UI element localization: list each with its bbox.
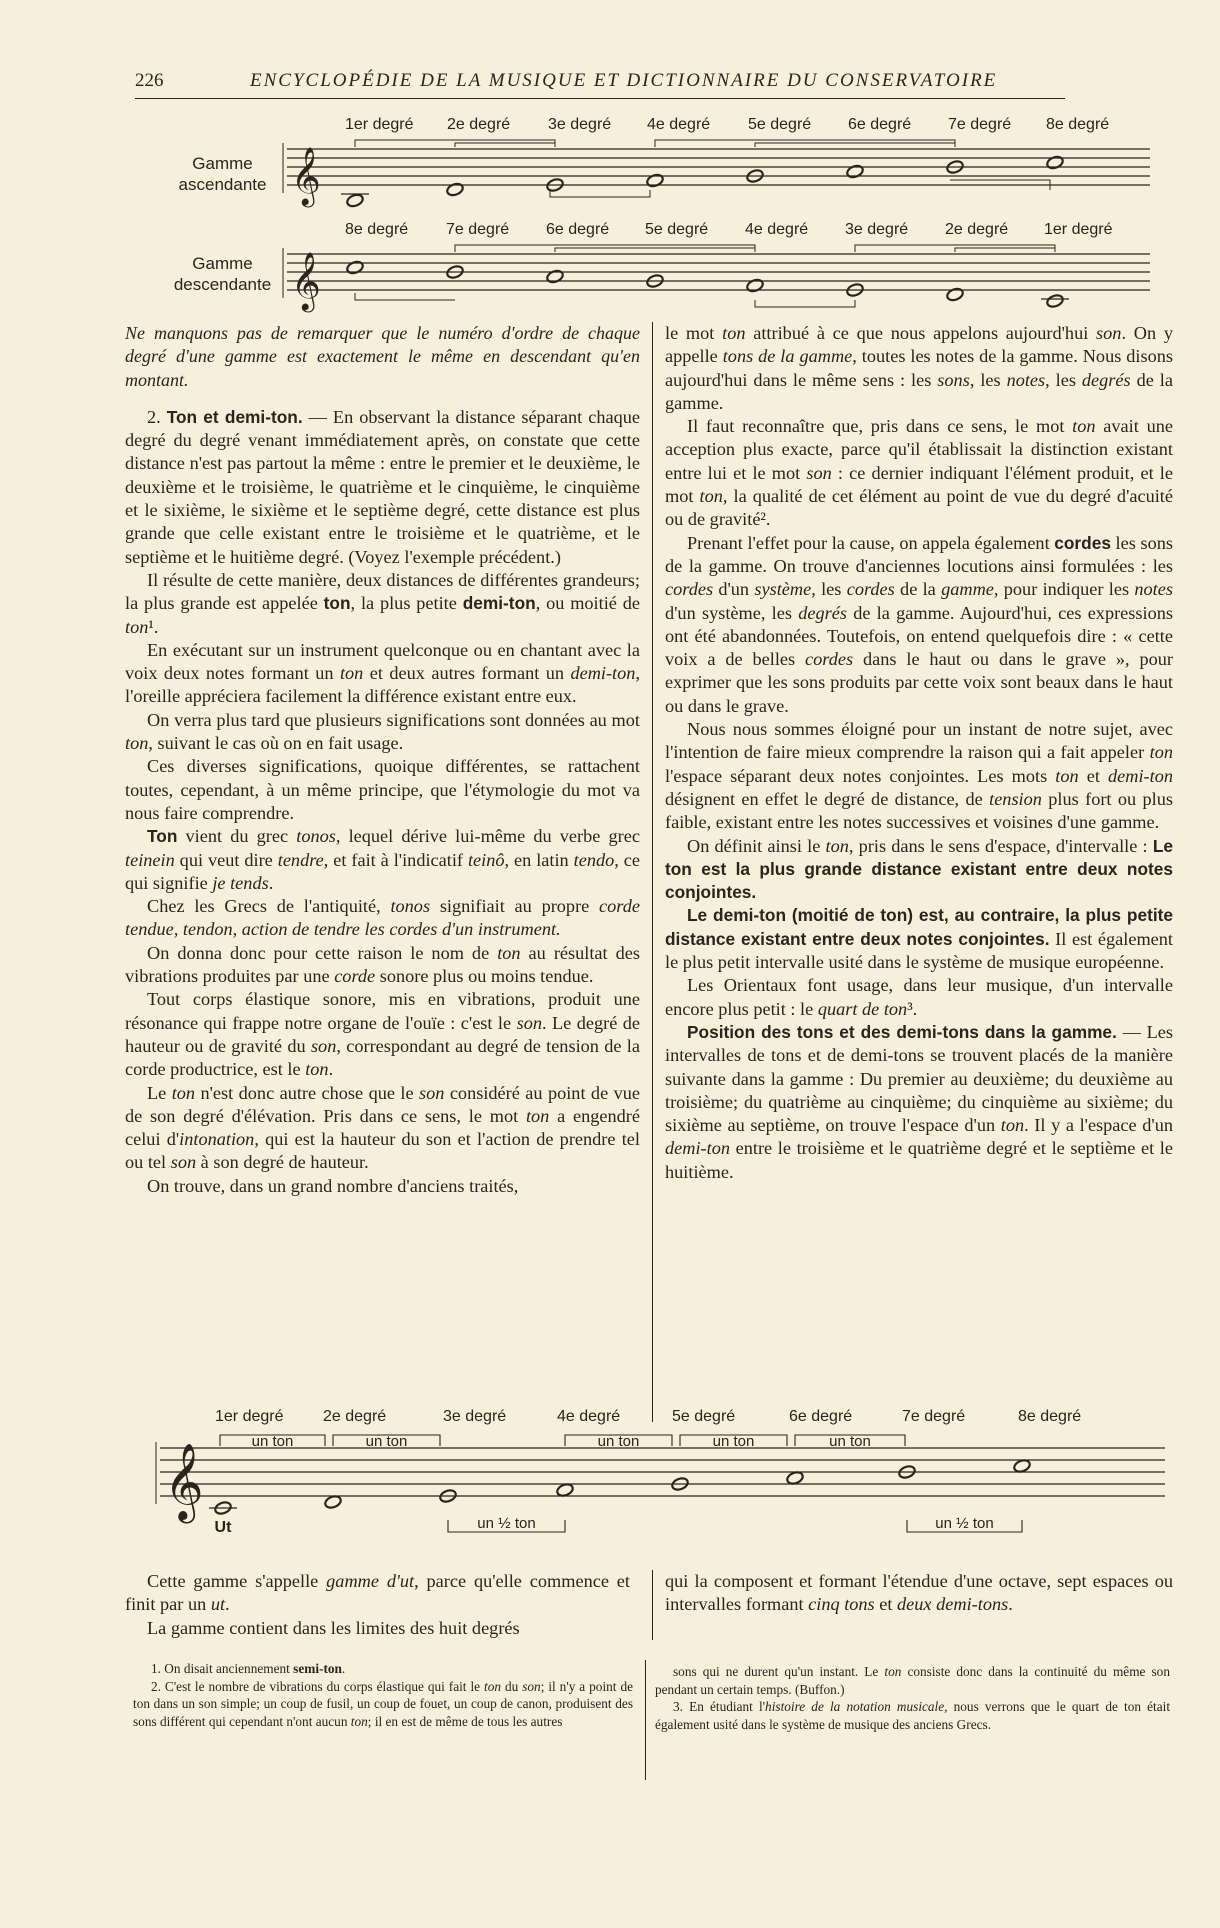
treble-clef-icon: 𝄞 bbox=[164, 1442, 204, 1520]
example3-degree-label: 2e degré bbox=[323, 1408, 387, 1425]
example2-degree-label: 3e degré bbox=[845, 221, 909, 238]
right-column-paragraph: On définit ainsi le ton, pris dans le sens d'espace, d'intervalle : Le ton est la plus grande distance existant entre deux notes conjointes. bbox=[665, 835, 1173, 903]
bottom-left-paragraph: Cette gamme s'appelle gamme d'ut, parce qu'elle commence et finit par un ut. bbox=[125, 1571, 630, 1615]
right-column-paragraph: Position des tons et des demi-tons dans la gamme. — Les intervalles de tons et de demi-tons se trouvent placés de la manière suivante dans la gamme : Du premier au deuxième; du deuxième au troisième; du quatrième au cinquième; du cinquième au sixième; du sixième au septième, on trouve l'espace d'un ton. Il y a l'espace d'un demi-ton entre le troisième et le quatrième degré et le septième et le huitième. bbox=[665, 1021, 1173, 1182]
example1-degree-label: 4e degré bbox=[647, 116, 711, 133]
right-column-paragraph: le mot ton attribué à ce que nous appelons aujourd'hui son. On y appelle tons de la gamme, toutes les notes de la gamme. Nous disons aujourd'hui dans le même sens : les sons, les notes, les degrés de la gamme. bbox=[665, 323, 1173, 413]
ton-label: un ton bbox=[712, 1433, 755, 1450]
example3-degree-label: 7e degré bbox=[902, 1408, 966, 1425]
ton-label: un ton bbox=[251, 1433, 294, 1450]
footnote-paragraph: 1. On disait anciennement semi-ton. bbox=[151, 1661, 346, 1676]
example1-label-line1: Gamme bbox=[192, 154, 253, 173]
left-column-paragraph: On donna donc pour cette raison le nom de ton au résultat des vibrations produites par une corde sonore plus ou moins tendue. bbox=[125, 942, 640, 987]
example2-degree-label: 6e degré bbox=[546, 221, 610, 238]
treble-clef-icon: 𝄞 bbox=[291, 146, 321, 205]
bottom-right-text bbox=[665, 1570, 1173, 1617]
left-column-paragraph: On trouve, dans un grand nombre d'anciens traités, bbox=[147, 1175, 519, 1196]
left-column-paragraph: Le ton n'est donc autre chose que le son considéré au point de vue de son degré d'élévation. Pris dans ce sens, le mot ton a engendré celui d'intonation, qui est la hauteur du son et l'action de prendre tel ou tel son à son degré de hauteur. bbox=[125, 1082, 640, 1173]
footnotes-right bbox=[655, 1663, 1170, 1733]
example2-label-line1: Gamme bbox=[192, 254, 253, 273]
bottom-right-paragraph: qui la composent et formant l'étendue d'une octave, sept espaces ou intervalles formant cinq tons et deux demi-tons. bbox=[665, 1571, 1173, 1615]
left-column-paragraph: Ton vient du grec tonos, lequel dérive lui-même du verbe grec teinein qui veut dire tendre, et fait à l'indicatif teinô, en latin tendo, ce qui signifie je tends. bbox=[125, 826, 640, 893]
left-column-paragraph: On verra plus tard que plusieurs significations sont données au mot ton, suivant le cas où on en fait usage. bbox=[125, 709, 640, 754]
example1-degree-label: 3e degré bbox=[548, 116, 612, 133]
left-column-paragraph: Chez les Grecs de l'antiquité, tonos signifiait au propre corde tendue, tendon, action de tendre les cordes d'un instrument. bbox=[125, 896, 640, 940]
note-head bbox=[1013, 1458, 1032, 1473]
left-column-paragraph: Tout corps élastique sonore, mis en vibrations, produit une résonance qui frappe notre organe de l'ouïe : c'est le son. Le degré de hauteur ou de gravité du son, correspondant au degré de tension de la corde productrice, est le ton. bbox=[125, 989, 641, 1080]
footnote-paragraph: 3. En étudiant l'histoire de la notation musicale, nous verrons que le quart de ton était également usité dans le système de musique des anciens Grecs. bbox=[655, 1699, 1171, 1732]
demi-ton-label: un ½ ton bbox=[935, 1515, 994, 1532]
example2-degree-label: 5e degré bbox=[645, 221, 709, 238]
example3-degree-label: 6e degré bbox=[789, 1408, 853, 1425]
left-column-paragraph: 2. Ton et demi-ton. — En observant la distance séparant chaque degré du degré venant immédiatement après, on constate que cette distance n'est pas partout la même : entre le premier et le deuxième, le deuxième et le troisième, le quatrième et le cinquième, le cinquième et le sixième, le sixième et le septième degré, cette distance est plus grande que celle existant entre le troisième et le quatrième, et le septième et le huitième degré. (Voyez l'exemple précédent.) bbox=[125, 406, 640, 567]
bottom-left-paragraph: La gamme contient dans les limites des huit degrés bbox=[147, 1617, 520, 1638]
demi-ton-label: un ½ ton bbox=[477, 1515, 536, 1532]
right-column-paragraph: Prenant l'effet pour la cause, on appela également cordes les sons de la gamme. On trouve d'anciennes locutions ainsi formulées : les cordes d'un système, les cordes de la gamme, pour indiquer les notes d'un système, les degrés de la gamme. Aujourd'hui, ces expressions ont été abandonnées. Toutefois, on entend quelquefois dire : « cette voix a de belles cordes dans le haut ou dans le grave », pour exprimer que les sons produits par cette voix sont beaux dans le haut ou dans le grave. bbox=[665, 532, 1173, 716]
bottom-divider bbox=[652, 1570, 653, 1640]
treble-clef-icon: 𝄞 bbox=[291, 251, 321, 310]
example2-label-line2: descendante bbox=[173, 275, 272, 294]
example1-label-line2: ascendante bbox=[178, 175, 267, 194]
example1-degree-label: 8e degré bbox=[1046, 116, 1110, 133]
example3-degree-label: 5e degré bbox=[672, 1408, 736, 1425]
note-head bbox=[786, 1470, 805, 1485]
example1-degree-label: 6e degré bbox=[848, 116, 912, 133]
example1-degree-label: 5e degré bbox=[748, 116, 812, 133]
footnote-divider bbox=[645, 1660, 646, 1780]
note-head bbox=[324, 1494, 343, 1509]
right-column-paragraph: Il faut reconnaître que, pris dans ce sens, le mot ton avait une acception plus exacte, parce qu'il établissait la distinction existant entre lui et le mot son : ce dernier indiquant l'élément produit, et le mot ton, la qualité de cet élément au point de vue du degré d'acuité ou de gravité². bbox=[665, 416, 1174, 530]
page-number: 226 bbox=[135, 70, 164, 91]
right-column-paragraph: Les Orientaux font usage, dans leur musique, d'un intervalle encore plus petit : le quart de ton³. bbox=[665, 975, 1173, 1019]
example1-degree-label: 7e degré bbox=[948, 116, 1012, 133]
left-column-paragraph: Ces diverses significations, quoique différentes, se rattachent toutes, cependant, à un même principe, que l'étymologie du mot va nous faire comprendre. bbox=[125, 756, 640, 823]
example3-degree-label: 3e degré bbox=[443, 1408, 507, 1425]
footnote-paragraph: 2. C'est le nombre de vibrations du corps élastique qui fait le ton du son; il n'y a point de ton dans un son simple; un coup de fusil, un coup de fouet, un coup de canon, produisent des sons différent qui cependant n'ont aucun ton; il en est de même de tous les autres bbox=[133, 1678, 633, 1729]
ut-label: Ut bbox=[214, 1519, 232, 1536]
note-head bbox=[556, 1482, 575, 1497]
example2-degree-label: 2e degré bbox=[945, 221, 1009, 238]
example2-degree-label: 7e degré bbox=[446, 221, 510, 238]
example3-degree-label: 8e degré bbox=[1018, 1408, 1082, 1425]
ton-label: un ton bbox=[597, 1433, 640, 1450]
right-column-paragraph: Nous nous sommes éloigné pour un instant de notre sujet, avec l'intention de faire mieux comprendre la raison qui a fait appeler ton l'espace séparant deux notes conjointes. Les mots ton et demi-ton désignent en effet le degré de distance, de tension plus fort ou plus faible, existant entre les notes successives et voisines d'une gamme. bbox=[665, 719, 1173, 833]
example2-degree-label: 4e degré bbox=[745, 221, 809, 238]
footnote-paragraph: sons qui ne durent qu'un instant. Le ton consiste donc dans la continuité du même son pendant un certain temps. (Buffon.) bbox=[655, 1664, 1170, 1697]
left-column-paragraph: Il résulte de cette manière, deux distances de différentes grandeurs; la plus grande est appelée ton, la plus petite demi-ton, ou moitié de ton¹. bbox=[125, 569, 640, 637]
footnotes-left bbox=[133, 1660, 633, 1730]
example2-degree-label: 8e degré bbox=[345, 221, 409, 238]
running-title: ENCYCLOPÉDIE DE LA MUSIQUE ET DICTIONNAIRE DU CONSERVATOIRE bbox=[250, 70, 998, 91]
ton-label: un ton bbox=[365, 1433, 408, 1450]
left-column-paragraph: En exécutant sur un instrument quelconque ou en chantant avec la voix deux notes formant un ton et deux autres formant un demi-ton, l'oreille appréciera facilement la différence existant entre eux. bbox=[125, 639, 640, 707]
example3-degree-label: 1er degré bbox=[215, 1408, 284, 1425]
example2-degree-label: 1er degré bbox=[1044, 221, 1113, 238]
example3-degree-label: 4e degré bbox=[557, 1408, 621, 1425]
right-column-paragraph: Le demi-ton (moitié de ton) est, au contraire, la plus petite distance existant entre deux notes conjointes. Il est également le plus petit intervalle usité dans le système de musique européenne. bbox=[665, 905, 1173, 973]
ton-label: un ton bbox=[829, 1433, 871, 1450]
left-column-paragraph: Ne manquons pas de remarquer que le numéro d'ordre de chaque degré d'une gamme est exactement le même en descendant qu'en montant. bbox=[125, 323, 640, 390]
example1-degree-label: 2e degré bbox=[447, 116, 511, 133]
bottom-left-text bbox=[125, 1570, 630, 1640]
example1-degree-label: 1er degré bbox=[345, 116, 414, 133]
